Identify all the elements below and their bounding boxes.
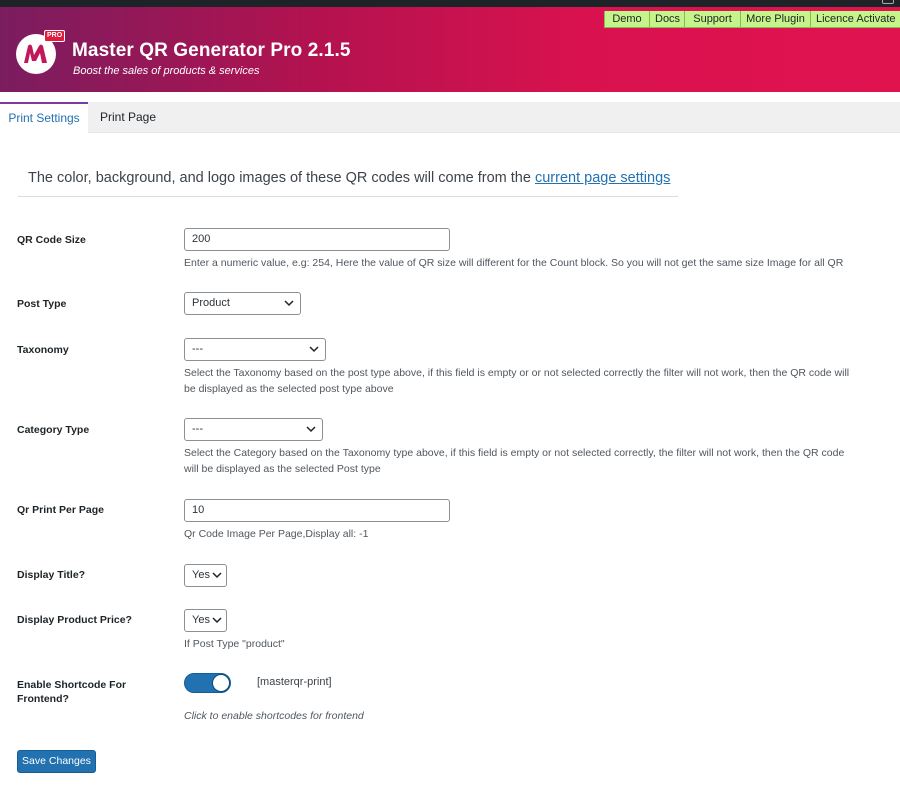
tab-print-page[interactable]: Print Page	[100, 110, 157, 124]
display-title-label: Display Title?	[17, 569, 86, 581]
enable-shortcode-label-line-1: Enable Shortcode For	[17, 679, 127, 691]
save-changes-button[interactable]: Save Changes	[17, 750, 96, 773]
qr-print-per-page-description: Qr Code Image Per Page,Display all: -1	[184, 528, 369, 540]
docs-link[interactable]: Docs	[649, 11, 684, 28]
settings-tabs	[0, 102, 900, 133]
chevron-down-icon	[212, 570, 222, 580]
taxonomy-selected: ---	[192, 343, 203, 355]
licence-activate-link[interactable]: Licence Activate	[810, 11, 900, 28]
chevron-down-icon	[284, 298, 294, 308]
qr-code-size-input[interactable]: 200	[184, 228, 450, 251]
plugin-header-banner	[0, 7, 900, 92]
category-type-description-line-1: Select the Category based on the Taxonomy type above, if this field is empty or not selected correctly, the filter will not work, then the QR code	[184, 447, 845, 459]
enable-shortcode-description: Click to enable shortcodes for frontend	[184, 710, 364, 722]
taxonomy-description-line-1: Select the Taxonomy based on the post type above, if this field is empty or or not selected correctly the filter will not work, then the QR code will	[184, 367, 850, 379]
qr-print-per-page-input[interactable]: 10	[184, 499, 450, 522]
taxonomy-description-line-2: be displayed as the selected post type above	[184, 383, 394, 395]
category-type-label: Category Type	[17, 424, 90, 436]
chevron-down-icon	[306, 424, 316, 434]
display-title-select[interactable]	[184, 564, 227, 587]
pro-badge: PRO	[44, 30, 65, 42]
plugin-title: Master QR Generator Pro 2.1.5	[72, 40, 351, 61]
qr-code-size-description: Enter a numeric value, e.g: 254, Here the value of QR size will different for the Count block. So you will not get the same size Image for all QR	[184, 257, 844, 269]
current-page-settings-link[interactable]: current page settings	[534, 170, 671, 186]
enable-shortcode-toggle[interactable]	[184, 673, 231, 693]
category-type-selected: ---	[192, 423, 203, 435]
notice-divider	[18, 196, 678, 197]
chevron-down-icon	[309, 344, 319, 354]
enable-shortcode-label-line-2: Frontend?	[17, 693, 69, 705]
display-product-price-selected: Yes	[192, 614, 210, 626]
post-type-label: Post Type	[17, 298, 67, 310]
post-type-selected: Product	[192, 297, 230, 309]
shortcode-text: [masterqr-print]	[257, 676, 332, 688]
toggle-knob	[213, 675, 229, 691]
support-link[interactable]: Support	[684, 11, 740, 28]
display-title-selected: Yes	[192, 569, 210, 581]
settings-notice	[28, 170, 670, 186]
category-type-description-line-2: will be displayed as the selected Post type	[184, 463, 381, 475]
header-links	[604, 11, 900, 28]
notice-text: The color, background, and logo images of these QR codes will come from the	[28, 170, 535, 186]
display-product-price-description: If Post Type "product"	[184, 638, 285, 650]
post-type-select[interactable]	[184, 292, 301, 315]
display-product-price-select[interactable]	[184, 609, 227, 632]
admin-top-bar	[0, 0, 900, 7]
category-type-select[interactable]	[184, 418, 323, 441]
chevron-down-icon	[212, 615, 222, 625]
plugin-tagline: Boost the sales of products & services	[73, 65, 260, 77]
tab-print-settings[interactable]: Print Settings	[0, 102, 88, 133]
screen-options-icon[interactable]	[882, 0, 894, 4]
qr-code-size-label: QR Code Size	[17, 234, 86, 246]
taxonomy-label: Taxonomy	[17, 344, 69, 356]
display-product-price-label: Display Product Price?	[17, 614, 132, 626]
demo-link[interactable]: Demo	[604, 11, 649, 28]
qr-print-per-page-label: Qr Print Per Page	[17, 504, 104, 516]
taxonomy-select[interactable]	[184, 338, 326, 361]
more-plugin-link[interactable]: More Plugin	[740, 11, 810, 28]
